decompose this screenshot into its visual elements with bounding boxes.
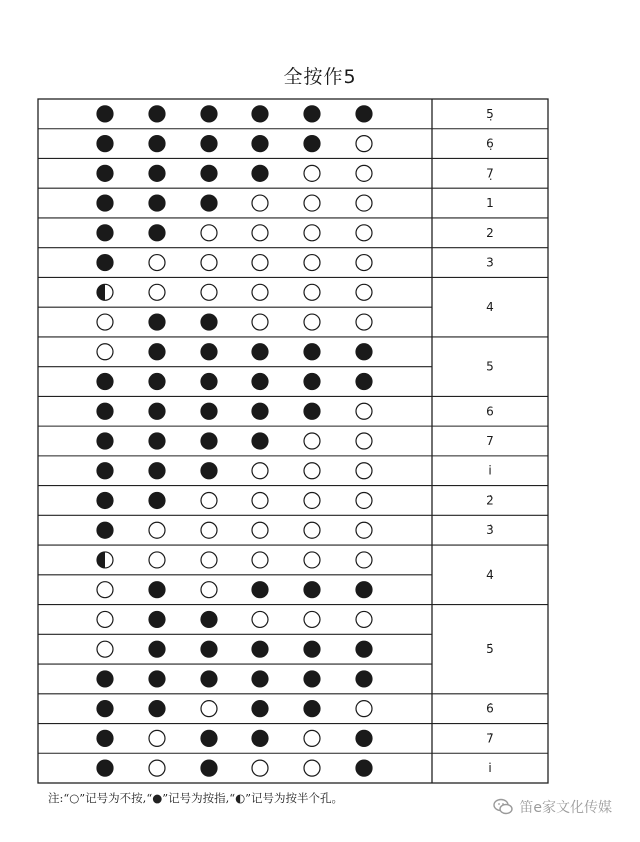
open-hole-icon <box>149 552 165 568</box>
closed-hole-icon <box>304 374 320 390</box>
open-hole-icon <box>201 582 217 598</box>
open-hole-icon <box>252 255 268 271</box>
closed-hole-icon <box>149 463 165 479</box>
closed-hole-icon <box>97 136 113 152</box>
closed-hole-icon <box>304 641 320 657</box>
closed-hole-icon <box>201 730 217 746</box>
open-hole-icon <box>356 136 372 152</box>
open-hole-icon <box>304 552 320 568</box>
open-hole-icon <box>97 314 113 330</box>
note-label: 4 <box>486 300 494 315</box>
half-hole-fill <box>97 284 105 300</box>
open-hole-icon <box>356 284 372 300</box>
closed-hole-icon <box>97 463 113 479</box>
open-hole-icon <box>356 611 372 627</box>
open-hole-icon <box>304 284 320 300</box>
wechat-icon <box>493 798 513 816</box>
open-hole-icon <box>252 284 268 300</box>
half-hole-fill <box>97 552 105 568</box>
closed-hole-icon <box>252 403 268 419</box>
closed-hole-icon <box>149 582 165 598</box>
open-hole-icon <box>304 433 320 449</box>
open-hole-icon <box>304 463 320 479</box>
open-hole-icon <box>252 195 268 211</box>
closed-hole-icon <box>97 730 113 746</box>
closed-hole-icon <box>356 106 372 122</box>
open-hole-icon <box>304 522 320 538</box>
open-hole-icon <box>356 165 372 181</box>
closed-hole-icon <box>97 701 113 717</box>
note-label: 6̇ <box>486 701 494 716</box>
note-label: 6 <box>486 404 494 419</box>
closed-hole-icon <box>201 463 217 479</box>
note-label: 3 <box>486 255 494 270</box>
closed-hole-icon <box>201 165 217 181</box>
open-hole-icon <box>201 225 217 241</box>
note-label: 6̣ <box>486 136 494 151</box>
closed-hole-icon <box>149 136 165 152</box>
closed-hole-icon <box>356 344 372 360</box>
open-hole-icon <box>304 195 320 211</box>
closed-hole-icon <box>304 701 320 717</box>
note-label: 7̇ <box>486 731 494 746</box>
closed-hole-icon <box>97 760 113 776</box>
open-hole-icon <box>252 552 268 568</box>
closed-hole-icon <box>149 641 165 657</box>
closed-hole-icon <box>97 403 113 419</box>
closed-hole-icon <box>97 492 113 508</box>
closed-hole-icon <box>252 701 268 717</box>
open-hole-icon <box>304 314 320 330</box>
closed-hole-icon <box>97 671 113 687</box>
closed-hole-icon <box>201 106 217 122</box>
open-hole-icon <box>252 314 268 330</box>
closed-hole-icon <box>149 492 165 508</box>
open-hole-icon <box>304 730 320 746</box>
note-label: 5̇ <box>486 642 494 657</box>
open-hole-icon <box>304 225 320 241</box>
note-label: 2 <box>486 225 494 240</box>
note-label: i <box>488 463 492 478</box>
note-label: i̇ <box>488 761 492 776</box>
legend-note: 注:“○”记号为不按,“●”记号为按指,“◐”记号为按半个孔。 <box>48 791 344 805</box>
closed-hole-icon <box>252 433 268 449</box>
watermark-text: 笛e家文化传媒 <box>519 800 612 816</box>
note-label: 1 <box>486 196 494 211</box>
open-hole-icon <box>356 314 372 330</box>
closed-hole-icon <box>201 433 217 449</box>
open-hole-icon <box>252 522 268 538</box>
closed-hole-icon <box>149 403 165 419</box>
closed-hole-icon <box>97 522 113 538</box>
open-hole-icon <box>149 760 165 776</box>
closed-hole-icon <box>149 344 165 360</box>
open-hole-icon <box>201 701 217 717</box>
open-hole-icon <box>304 611 320 627</box>
closed-hole-icon <box>304 403 320 419</box>
closed-hole-icon <box>149 165 165 181</box>
closed-hole-icon <box>97 433 113 449</box>
open-hole-icon <box>201 492 217 508</box>
closed-hole-icon <box>97 195 113 211</box>
open-hole-icon <box>304 492 320 508</box>
open-hole-icon <box>252 225 268 241</box>
open-hole-icon <box>356 463 372 479</box>
open-hole-icon <box>97 641 113 657</box>
note-label: 2̇ <box>486 493 494 508</box>
table-border <box>38 99 548 783</box>
open-hole-icon <box>97 582 113 598</box>
note-label: 3̇ <box>486 523 494 538</box>
open-hole-icon <box>356 492 372 508</box>
open-hole-icon <box>356 255 372 271</box>
closed-hole-icon <box>304 106 320 122</box>
open-hole-icon <box>149 255 165 271</box>
note-label: 5̣ <box>486 106 494 121</box>
open-hole-icon <box>201 255 217 271</box>
closed-hole-icon <box>356 582 372 598</box>
open-hole-icon <box>149 730 165 746</box>
closed-hole-icon <box>252 582 268 598</box>
open-hole-icon <box>356 701 372 717</box>
open-hole-icon <box>356 552 372 568</box>
closed-hole-icon <box>201 760 217 776</box>
closed-hole-icon <box>252 106 268 122</box>
closed-hole-icon <box>304 671 320 687</box>
closed-hole-icon <box>201 403 217 419</box>
open-hole-icon <box>252 611 268 627</box>
open-hole-icon <box>149 284 165 300</box>
closed-hole-icon <box>356 671 372 687</box>
closed-hole-icon <box>97 255 113 271</box>
page-title: 全按作5 <box>283 66 357 88</box>
closed-hole-icon <box>97 374 113 390</box>
closed-hole-icon <box>149 106 165 122</box>
open-hole-icon <box>201 284 217 300</box>
open-hole-icon <box>304 760 320 776</box>
closed-hole-icon <box>201 641 217 657</box>
closed-hole-icon <box>97 225 113 241</box>
closed-hole-icon <box>201 195 217 211</box>
open-hole-icon <box>97 344 113 360</box>
closed-hole-icon <box>304 344 320 360</box>
open-hole-icon <box>356 225 372 241</box>
closed-hole-icon <box>149 701 165 717</box>
open-hole-icon <box>252 492 268 508</box>
closed-hole-icon <box>304 136 320 152</box>
open-hole-icon <box>356 522 372 538</box>
open-hole-icon <box>201 552 217 568</box>
closed-hole-icon <box>356 641 372 657</box>
closed-hole-icon <box>252 136 268 152</box>
closed-hole-icon <box>201 374 217 390</box>
closed-hole-icon <box>149 671 165 687</box>
closed-hole-icon <box>356 760 372 776</box>
note-label: 5 <box>486 359 494 374</box>
closed-hole-icon <box>149 195 165 211</box>
watermark <box>493 797 612 817</box>
closed-hole-icon <box>252 344 268 360</box>
open-hole-icon <box>252 463 268 479</box>
closed-hole-icon <box>356 730 372 746</box>
closed-hole-icon <box>201 344 217 360</box>
note-label: 7̣ <box>486 166 494 181</box>
closed-hole-icon <box>201 136 217 152</box>
open-hole-icon <box>356 403 372 419</box>
closed-hole-icon <box>201 314 217 330</box>
closed-hole-icon <box>252 671 268 687</box>
closed-hole-icon <box>252 165 268 181</box>
closed-hole-icon <box>252 374 268 390</box>
open-hole-icon <box>304 165 320 181</box>
open-hole-icon <box>304 255 320 271</box>
closed-hole-icon <box>149 611 165 627</box>
closed-hole-icon <box>149 374 165 390</box>
closed-hole-icon <box>149 314 165 330</box>
open-hole-icon <box>149 522 165 538</box>
closed-hole-icon <box>252 730 268 746</box>
closed-hole-icon <box>252 641 268 657</box>
closed-hole-icon <box>97 165 113 181</box>
closed-hole-icon <box>201 671 217 687</box>
open-hole-icon <box>356 433 372 449</box>
open-hole-icon <box>97 611 113 627</box>
closed-hole-icon <box>201 611 217 627</box>
closed-hole-icon <box>149 433 165 449</box>
closed-hole-icon <box>149 225 165 241</box>
open-hole-icon <box>252 760 268 776</box>
closed-hole-icon <box>97 106 113 122</box>
closed-hole-icon <box>304 582 320 598</box>
open-hole-icon <box>201 522 217 538</box>
note-label: 7 <box>486 434 494 448</box>
note-label: 4̇ <box>486 567 494 582</box>
closed-hole-icon <box>356 374 372 390</box>
open-hole-icon <box>356 195 372 211</box>
